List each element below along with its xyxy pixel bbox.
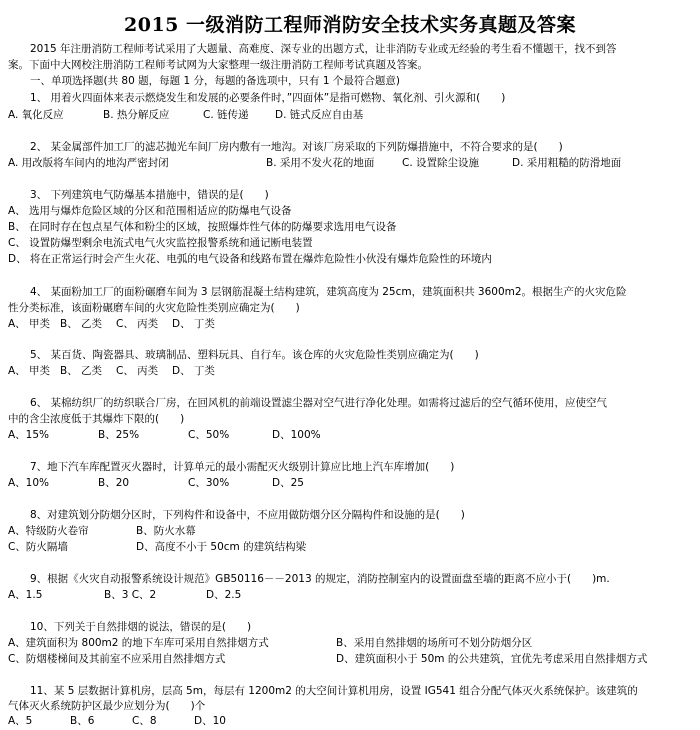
- option: B、 在同时存在包点星气体和粉尘的区域，按照爆炸性气体的防爆要求选用电气设备: [8, 221, 397, 233]
- option: B、3 C、2: [104, 589, 157, 601]
- question-options: [8, 635, 692, 651]
- option: C. 链传递: [203, 109, 249, 121]
- option: D、2.5: [206, 589, 242, 601]
- option: B、 乙类: [60, 318, 103, 330]
- option: D、高度不小于 50cm 的建筑结构梁: [136, 541, 307, 553]
- option: A、特级防火卷帘: [8, 525, 89, 537]
- option: D、 丁类: [172, 318, 215, 330]
- option: A. 用改版将车间内的地沟严密封闭: [8, 157, 169, 169]
- question-stem: 性分类标准，该面粉碾磨车间的火灾危险性类别应确定为( ): [8, 302, 300, 314]
- option: D、 将在正常运行时会产生火花、电弧的电气设备和线路布置在爆炸危险性小伙没有爆炸危险性的环境内: [8, 253, 492, 265]
- page-title: 2015 一级消防工程师消防安全技术实务真题及答案: [124, 14, 576, 36]
- option: C、30%: [188, 477, 230, 489]
- question-stem: 10、下列关于自然排烟的说法，错误的是( ): [30, 621, 252, 633]
- option: C、 丙类: [116, 365, 159, 377]
- question-options: [8, 155, 692, 171]
- question-stem: 5、 某百货、陶瓷器具、玻璃制品、塑料玩具、自行车。该仓库的火灾危险性类别应确定为( ): [30, 349, 479, 361]
- option: C、8: [132, 715, 157, 727]
- option: B、6: [70, 715, 95, 727]
- question-options: [8, 587, 692, 603]
- question-options: [8, 427, 692, 443]
- option: D、25: [272, 477, 304, 489]
- option: D、 丁类: [172, 365, 215, 377]
- option: A、5: [8, 715, 33, 727]
- question-stem: 1、 用着火四面体来表示燃烧发生和发展的必要条件时，”四面体”是指可燃物、氧化剂、引火源和( ): [30, 92, 506, 104]
- option: C、防烟楼梯间及其前室不应采用自然排烟方式: [8, 653, 226, 665]
- option: C、50%: [188, 429, 230, 441]
- option: C、 设置防爆型剩余电流式电气火灾监控报警系统和通记断电装置: [8, 237, 313, 249]
- option: D、100%: [272, 429, 321, 441]
- question-stem: 3、 下列建筑电气防爆基本措施中，错误的是( ): [30, 189, 269, 201]
- option: D. 采用粗糙的防滑地面: [512, 157, 622, 169]
- question-stem: 2、 某金属部件加工厂的滤芯抛光车间厂房内敷有一地沟。对该厂房采取的下列防爆措施中，不符合要求的是( ): [30, 141, 563, 153]
- intro-line: 案。下面中大网校注册消防工程师考试网为大家整理一级注册消防工程师考试真题及答案。: [8, 59, 428, 71]
- option: A、1.5: [8, 589, 43, 601]
- question-stem: 中的含尘浓度低于其爆炸下限的( ): [8, 413, 185, 425]
- option: D、建筑面积小于 50m 的公共建筑，宜优先考虑采用自然排烟方式: [336, 653, 648, 665]
- option: B. 热分解反应: [103, 109, 170, 121]
- option: A. 氧化反应: [8, 109, 64, 121]
- option: A、 选用与爆炸危险区域的分区和范围相适应的防爆电气设备: [8, 205, 292, 217]
- option: A、10%: [8, 477, 50, 489]
- question-options: [8, 713, 692, 729]
- question-stem: 11、某 5 层数据计算机房，层高 5m，每层有 1200m2 的大空间计算机用房，设置 IG541 组合分配气体灭火系统保护。该建筑的: [30, 685, 638, 697]
- question-options: [8, 651, 692, 667]
- option: B、 乙类: [60, 365, 103, 377]
- question-stem: 气体灭火系统防护区最少应划分为( )个: [8, 700, 206, 712]
- question-stem: 8、对建筑划分防烟分区时，下列构件和设备中，不应用做防烟分区分隔构件和设施的是( ): [30, 509, 465, 521]
- section-heading: 一、单项选择题(共 80 题，每题 1 分，每题的备选项中，只有 1 个最符合题意): [30, 75, 400, 87]
- question-stem: 6、 某棉纺织厂的纺织联合厂房，在回风机的前端设置滤尘器对空气进行净化处理。如需将过滤后的空气循环使用，应使空气: [30, 397, 608, 409]
- question-stem: 7、地下汽车库配置灭火器时，计算单元的最小需配灭火级别计算应比地上汽车库增加( ): [30, 461, 455, 473]
- question-options: [8, 475, 692, 491]
- option: C. 设置除尘设施: [402, 157, 480, 169]
- option: D、10: [194, 715, 226, 727]
- option: A、15%: [8, 429, 50, 441]
- option: B. 采用不发火花的地面: [266, 157, 375, 169]
- question-options: [8, 539, 692, 555]
- option: B、防火水幕: [136, 525, 196, 537]
- question-options: [8, 316, 692, 332]
- option: B、25%: [98, 429, 140, 441]
- question-stem: 4、 某面粉加工厂的面粉碾磨车间为 3 层钢筋混凝土结构建筑，建筑高度为 25cm，建筑面积共 3600m2。根据生产的火灾危险: [30, 286, 627, 298]
- question-options: [8, 107, 692, 123]
- question-options: [8, 363, 692, 379]
- option: B、采用自然排烟的场所可不划分防烟分区: [336, 637, 533, 649]
- option: D. 链式反应自由基: [275, 109, 364, 121]
- option: C、防火隔墙: [8, 541, 68, 553]
- option: A、 甲类: [8, 318, 51, 330]
- question-stem: 9、根据《火灾自动报警系统设计规范》GB50116－－2013 的规定，消防控制室内的设置面盘至墙的距离不应小于( )m.: [30, 573, 610, 585]
- option: A、建筑面积为 800m2 的地下车库可采用自然排烟方式: [8, 637, 269, 649]
- option: A、 甲类: [8, 365, 51, 377]
- option: B、20: [98, 477, 130, 489]
- option: C、 丙类: [116, 318, 159, 330]
- intro-line: 2015 年注册消防工程师考试采用了大题量、高难度、深专业的出题方式，让非消防专业或无经验的考生看不懂题干，找不到答: [30, 43, 617, 55]
- question-options: [8, 523, 692, 539]
